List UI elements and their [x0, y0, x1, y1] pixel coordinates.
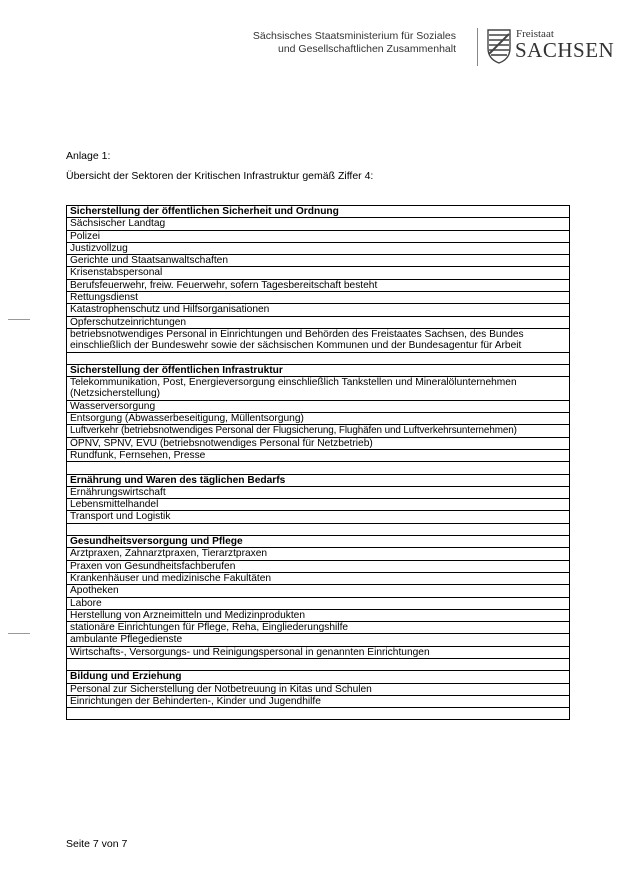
table-cell: Lebensmittelhandel: [67, 499, 570, 511]
section-heading: Ernährung und Waren des täglichen Bedarfs: [67, 474, 570, 486]
empty-cell: [67, 352, 570, 364]
table-row: [67, 425, 570, 437]
table-row: [67, 449, 570, 461]
table-cell: stationäre Einrichtungen für Pflege, Reha, Eingliederungshilfe: [67, 622, 570, 634]
freistaat-sachsen-logo: [486, 28, 615, 68]
empty-cell: [67, 462, 570, 474]
table-cell: Berufsfeuerwehr, freiw. Feuerwehr, sofern Tagesbereitschaft besteht: [67, 279, 570, 291]
spacer-row: [67, 708, 570, 720]
table-row: [67, 560, 570, 572]
table-row: [67, 230, 570, 242]
spacer-row: [67, 462, 570, 474]
table-cell: betriebsnotwendiges Personal in Einrichtungen und Behörden des Freistaates Sachsen, des Bundes einschließlich der Bundeswehr sowie der sächsischen Kommunen und der Bundesagentur für Arbeit: [67, 328, 570, 352]
empty-cell: [67, 708, 570, 720]
table-cell: Praxen von Gesundheitsfachberufen: [67, 560, 570, 572]
table-cell: Personal zur Sicherstellung der Notbetreuung in Kitas und Schulen: [67, 683, 570, 695]
table-cell: Krisenstabspersonal: [67, 267, 570, 279]
table-cell: Sächsischer Landtag: [67, 218, 570, 230]
table-cell: Luftverkehr (betriebsnotwendiges Personal der Flugsicherung, Flughäfen und Luftverkehrsunternehmen): [67, 425, 570, 437]
section-heading: Gesundheitsversorgung und Pflege: [67, 536, 570, 548]
table-row: [67, 597, 570, 609]
table-cell: Apotheken: [67, 585, 570, 597]
table-row: [67, 634, 570, 646]
table-row: [67, 695, 570, 707]
table-row: [67, 609, 570, 621]
margin-mark: [8, 319, 30, 320]
table-row: [67, 585, 570, 597]
table-row: [67, 279, 570, 291]
table-cell: ambulante Pflegedienste: [67, 634, 570, 646]
table-row: [67, 218, 570, 230]
table-cell: Wasserversorgung: [67, 400, 570, 412]
table-row: [67, 242, 570, 254]
section-heading-row: [67, 671, 570, 683]
table-row: [67, 292, 570, 304]
table-row: [67, 511, 570, 523]
table-cell: Telekommunikation, Post, Energieversorgung einschließlich Tankstellen und Mineralölunternehmen (Netzsicherstellung): [67, 377, 570, 401]
table-row: [67, 548, 570, 560]
table-row: [67, 646, 570, 658]
table-cell: Rundfunk, Fernsehen, Presse: [67, 449, 570, 461]
table-cell: Gerichte und Staatsanwaltschaften: [67, 255, 570, 267]
table-row: [67, 400, 570, 412]
table-cell: Transport und Logistik: [67, 511, 570, 523]
coat-of-arms-icon: [486, 28, 512, 64]
section-heading: Bildung und Erziehung: [67, 671, 570, 683]
section-heading-row: [67, 206, 570, 218]
table-row: [67, 499, 570, 511]
header-divider: [477, 28, 478, 66]
table-row: [67, 486, 570, 498]
table-row: [67, 683, 570, 695]
table-row: [67, 328, 570, 352]
table-cell: Wirtschafts-, Versorgungs- und Reinigungspersonal in genannten Einrichtungen: [67, 646, 570, 658]
table-cell: ÖPNV, SPNV, EVU (betriebsnotwendiges Personal für Netzbetrieb): [67, 437, 570, 449]
section-heading-row: [67, 474, 570, 486]
table-cell: Arztpraxen, Zahnarztpraxen, Tierarztpraxen: [67, 548, 570, 560]
table-row: [67, 413, 570, 425]
empty-cell: [67, 523, 570, 535]
table-cell: Krankenhäuser und medizinische Fakultäten: [67, 572, 570, 584]
table-cell: Ernährungswirtschaft: [67, 486, 570, 498]
ministry-name: [253, 30, 456, 56]
spacer-row: [67, 523, 570, 535]
table-row: [67, 255, 570, 267]
table-cell: Katastrophenschutz und Hilfsorganisationen: [67, 304, 570, 316]
anlage-label: Anlage 1:: [66, 150, 111, 162]
document-subtitle: Übersicht der Sektoren der Kritischen Infrastruktur gemäß Ziffer 4:: [66, 170, 374, 182]
page-number: Seite 7 von 7: [66, 838, 128, 850]
ministry-line-1: Sächsisches Staatsministerium für Soziales: [252, 30, 456, 42]
sectors-table: [66, 205, 570, 720]
table-row: [67, 437, 570, 449]
table-row: [67, 377, 570, 401]
table-cell: Opferschutzeinrichtungen: [67, 316, 570, 328]
table-cell: Einrichtungen der Behinderten-, Kinder und Jugendhilfe: [67, 695, 570, 707]
table-cell: Polizei: [67, 230, 570, 242]
table-row: [67, 316, 570, 328]
margin-mark: [8, 633, 30, 634]
table-cell: Labore: [67, 597, 570, 609]
table-cell: Entsorgung (Abwasserbeseitigung, Müllentsorgung): [67, 413, 570, 425]
section-heading: Sicherstellung der öffentlichen Sicherheit und Ordnung: [67, 206, 570, 218]
section-heading: Sicherstellung der öffentlichen Infrastruktur: [67, 364, 570, 376]
document-header: [230, 28, 615, 70]
spacer-row: [67, 352, 570, 364]
ministry-line-2: und Gesellschaftlichen Zusammenhalt: [277, 43, 456, 55]
spacer-row: [67, 658, 570, 670]
table-cell: Justizvollzug: [67, 242, 570, 254]
table-row: [67, 622, 570, 634]
empty-cell: [67, 658, 570, 670]
logo-sachsen-text: SACHSEN: [515, 38, 615, 62]
table-row: [67, 572, 570, 584]
logo-freistaat-text: Freistaat: [516, 28, 554, 40]
table-cell: Herstellung von Arzneimitteln und Medizinprodukten: [67, 609, 570, 621]
table-row: [67, 304, 570, 316]
table-row: [67, 267, 570, 279]
section-heading-row: [67, 536, 570, 548]
section-heading-row: [67, 364, 570, 376]
table-cell: Rettungsdienst: [67, 292, 570, 304]
